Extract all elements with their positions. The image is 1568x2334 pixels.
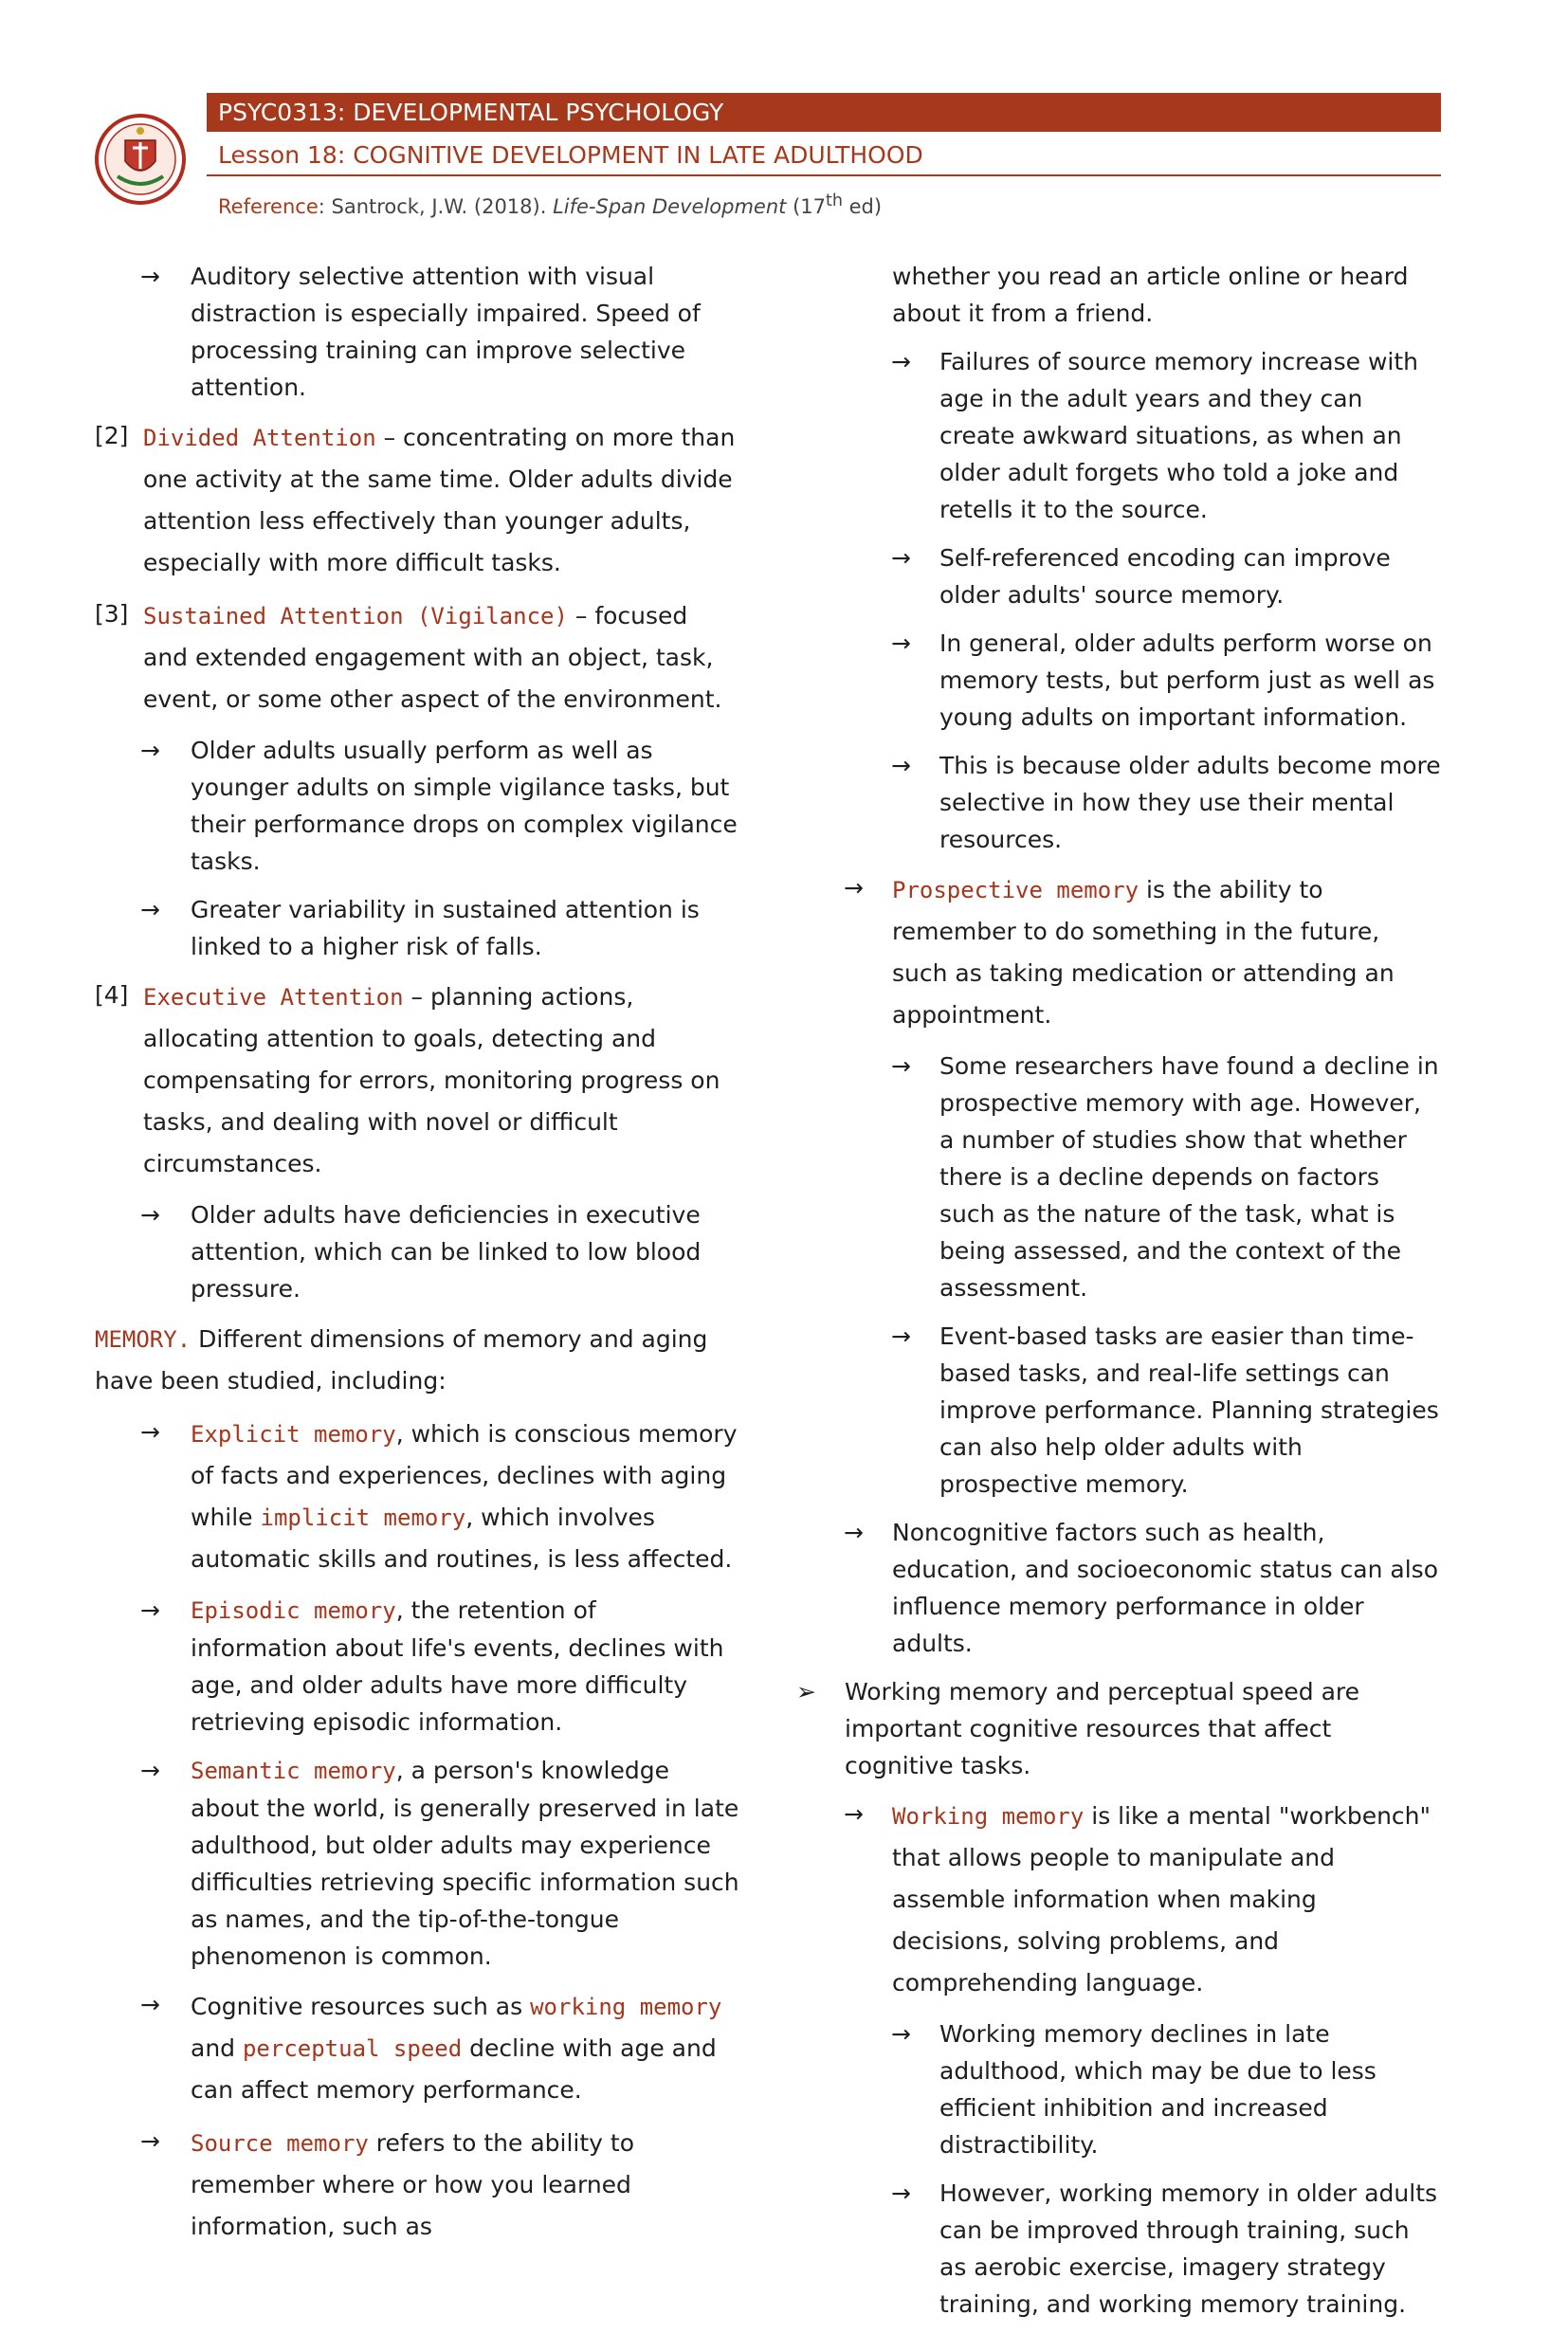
arrow-icon: →: [891, 2179, 911, 2207]
arrow-icon: →: [891, 629, 911, 657]
arrow-icon: →: [140, 1418, 160, 1446]
term-perceptual-speed: perceptual speed: [242, 2035, 463, 2062]
arrow-icon: →: [844, 1800, 864, 1828]
item-number: [3]: [95, 600, 129, 628]
list-item: [796, 1318, 1441, 1503]
chevron-icon: ➢: [796, 1678, 816, 1705]
reference-text: : Santrock, J.W. (2018).: [318, 195, 554, 218]
bullet-text: decline with age and can affect memory performance.: [191, 2034, 717, 2104]
list-item: [796, 625, 1441, 736]
continuation-text: [796, 258, 1441, 332]
definition-text: – concentrating on more than one activity at the same time. Older adults divide attention less effectively than younger adults, especially with more difficult tasks.: [143, 424, 736, 576]
list-item: [95, 1196, 739, 1307]
item-number: [4]: [95, 981, 129, 1009]
term-memory: MEMORY.: [95, 1326, 191, 1353]
course-title: PSYC0313: DEVELOPMENTAL PSYCHOLOGY: [207, 93, 1441, 132]
arrow-icon: →: [891, 752, 911, 779]
bullet-text: Older adults have deficiencies in executive attention, which can be linked to low blood pressure.: [191, 1201, 702, 1303]
arrow-icon: →: [140, 737, 160, 764]
arrow-icon: →: [140, 1596, 160, 1624]
arrow-icon: →: [140, 896, 160, 923]
term-prospective-memory: Prospective memory: [892, 877, 1140, 903]
reference-label: Reference: [218, 195, 319, 218]
bullet-text: refers to the ability to remember where or how you learned information, such as: [191, 2129, 635, 2240]
bullet-text: Some researchers have found a decline in prospective memory with age. However, a number of studies show that whether there is a decline depends on factors such as the nature of the task, what is being assessed, and the context of the assessment.: [939, 1052, 1439, 1302]
bullet-text: This is because older adults become more selective in how they use their mental resources.: [939, 752, 1441, 853]
arrow-icon: →: [844, 1519, 864, 1546]
list-item: [95, 732, 739, 880]
arrow-icon: →: [844, 874, 864, 902]
reference-edition-end: ed): [842, 195, 883, 218]
arrow-icon: →: [891, 348, 911, 375]
arrow-icon: →: [140, 263, 160, 290]
bullet-text: However, working memory in older adults can be improved through training, such as aerobic exercise, imagery strategy training, and working memory training.: [939, 2179, 1438, 2318]
bullet-text: Greater variability in sustained attention is linked to a higher risk of falls.: [191, 896, 700, 960]
list-item: [796, 1514, 1441, 1662]
arrow-icon: →: [891, 2020, 911, 2048]
list-item: [796, 1048, 1441, 1306]
list-item: [796, 869, 1441, 1036]
reference-line: [218, 191, 882, 218]
arrow-icon: →: [140, 1201, 160, 1229]
bullet-text: Event-based tasks are easier than time-based tasks, and real-life settings can improve performance. Planning strategies can also help older adults with prospective memory.: [939, 1322, 1439, 1498]
arrow-icon: →: [140, 1757, 160, 1784]
list-item: [95, 976, 739, 1185]
bullet-text: Self-referenced encoding can improve older adults' source memory.: [939, 544, 1391, 609]
bullet-text: , a person's knowledge about the world, is generally preserved in late adulthood, but older adults may experience difficulties retrieving specific information such as names, and the tip-of-the-tongue phenomenon is common.: [191, 1757, 739, 1970]
arrow-icon: →: [891, 544, 911, 572]
page-header: [95, 93, 1441, 235]
university-seal-logo: [95, 102, 186, 218]
list-item: [95, 258, 739, 406]
arrow-icon: →: [891, 1052, 911, 1080]
list-item: [95, 1986, 739, 2111]
list-item: [95, 2123, 739, 2248]
definition-text: – planning actions, allocating attention to goals, detecting and compensating for errors, monitoring progress on tasks, and dealing with novel or difficult circumstances.: [143, 983, 720, 1177]
bullet-text: Working memory declines in late adulthood, which may be due to less efficient inhibition and increased distractibility.: [939, 2020, 1377, 2159]
arrow-icon: →: [891, 1322, 911, 1350]
memory-intro: [95, 1319, 739, 1402]
list-item: [95, 417, 739, 584]
list-item: [95, 1592, 739, 1741]
list-item: [95, 891, 739, 965]
list-item: [796, 2015, 1441, 2163]
bullet-text: Older adults usually perform as well as younger adults on simple vigilance tasks, but their performance drops on complex vigilance tasks.: [191, 737, 738, 875]
arrow-icon: →: [140, 2127, 160, 2155]
bullet-text: is the ability to remember to do something in the future, such as taking medication or attending an appointment.: [892, 876, 1395, 1029]
bullet-text: whether you read an article online or heard about it from a friend.: [892, 263, 1409, 327]
bullet-text: Noncognitive factors such as health, education, and socioeconomic status can also influence memory performance in older adults.: [892, 1519, 1438, 1657]
term-divided-attention: Divided Attention: [143, 425, 376, 451]
left-column: [95, 258, 739, 2259]
term-sustained-attention: Sustained Attention (Vigilance): [143, 603, 568, 629]
term-working-memory: Working memory: [892, 1803, 1085, 1830]
list-item: [95, 1413, 739, 1580]
term-working-memory: working memory: [530, 1994, 722, 2020]
list-item: [95, 595, 739, 720]
bullet-text: and: [191, 2034, 243, 2062]
arrow-icon: →: [140, 1991, 160, 2018]
bullet-text: , which is conscious memory of facts and experiences, declines with aging while: [191, 1420, 738, 1531]
list-item: [796, 343, 1441, 528]
term-executive-attention: Executive Attention: [143, 984, 404, 1011]
list-item: [796, 1796, 1441, 2004]
bullet-text: , the retention of information about life's events, declines with age, and older adults have more difficulty retrieving episodic information.: [191, 1596, 724, 1736]
bullet-text: Working memory and perceptual speed are important cognitive resources that affect cognitive tasks.: [845, 1678, 1360, 1779]
definition-text: – focused and extended engagement with an object, task, event, or some other aspect of the environment.: [143, 602, 722, 713]
term-source-memory: Source memory: [191, 2130, 369, 2157]
bullet-text: is like a mental "workbench" that allows people to manipulate and assemble information when making decisions, solving problems, and comprehending language.: [892, 1802, 1431, 1997]
bullet-text: Auditory selective attention with visual distraction is especially impaired. Speed of processing training can improve selective attention.: [191, 263, 701, 401]
list-item: [796, 747, 1441, 858]
term-semantic-memory: Semantic memory: [191, 1758, 396, 1784]
reference-edition-sup: th: [825, 191, 843, 210]
list-item: [95, 1752, 739, 1975]
bullet-text: Cognitive resources such as: [191, 1993, 531, 2020]
reference-book-title: Life-Span Development: [553, 195, 787, 218]
list-item: [796, 1673, 1441, 1784]
right-column: [796, 258, 1441, 2334]
list-item: [796, 539, 1441, 613]
reference-edition: (17: [786, 195, 826, 218]
bullet-text: Failures of source memory increase with age in the adult years and they can create awkward situations, as when an older adult forgets who told a joke and retells it to the source.: [939, 348, 1418, 523]
intro-text: Different dimensions of memory and aging have been studied, including:: [95, 1325, 708, 1395]
bullet-text: , which involves automatic skills and routines, is less affected.: [191, 1504, 733, 1573]
lesson-title: Lesson 18: COGNITIVE DEVELOPMENT IN LATE ADULTHOOD: [207, 137, 1441, 176]
term-episodic-memory: Episodic memory: [191, 1597, 396, 1624]
term-explicit-memory: Explicit memory: [191, 1421, 396, 1448]
bullet-text: In general, older adults perform worse on memory tests, but perform just as well as young adults on important information.: [939, 629, 1435, 731]
list-item: [796, 2175, 1441, 2323]
item-number: [2]: [95, 422, 129, 449]
term-implicit-memory: implicit memory: [260, 1504, 466, 1531]
